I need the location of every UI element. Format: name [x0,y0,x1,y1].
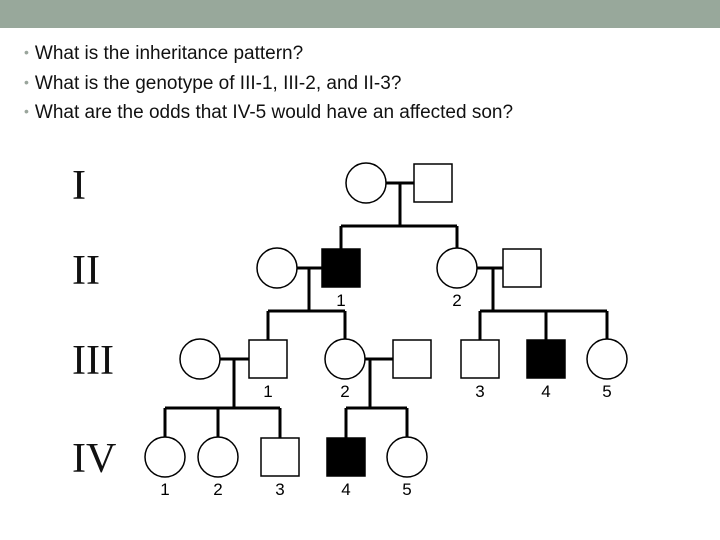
individual-number-label: 4 [341,480,351,499]
unaffected-female-symbol [257,248,297,288]
affected-male-symbol [322,249,360,287]
unaffected-female-symbol [387,437,427,477]
unaffected-male-symbol [261,438,299,476]
generation-label-IV: IV [72,436,117,482]
individual-number-label: 1 [263,382,273,401]
generation-label-III: III [72,338,114,384]
affected-male-symbol [527,340,565,378]
unaffected-female-symbol [346,163,386,203]
affected-male-symbol [327,438,365,476]
individual-number-label: 1 [336,291,346,310]
generation-label-II: II [72,248,100,294]
unaffected-male-symbol [503,249,541,287]
individual-number-label: 2 [452,291,462,310]
question-text: What is the inheritance pattern? [34,43,304,64]
unaffected-female-symbol [437,248,477,288]
generation-label-I: I [72,163,86,209]
unaffected-male-symbol [393,340,431,378]
individual-number-label: 5 [402,480,412,499]
question-text: What is the genotype of III-1, III-2, and II-3? [34,72,402,94]
question-text: What are the odds that IV-5 would have an affected son? [34,102,514,123]
unaffected-male-symbol [249,340,287,378]
individual-number-label: 4 [541,382,551,401]
individual-number-label: 3 [475,382,485,401]
unaffected-female-symbol [587,339,627,379]
unaffected-male-symbol [414,164,452,202]
individual-number-label: 5 [602,382,612,401]
individual-number-label: 3 [275,480,285,499]
bullet-icon: • [24,73,29,90]
unaffected-female-symbol [145,437,185,477]
unaffected-female-symbol [180,339,220,379]
unaffected-female-symbol [325,339,365,379]
unaffected-female-symbol [198,437,238,477]
individual-number-label: 2 [340,382,350,401]
individual-number-label: 1 [160,480,170,499]
unaffected-male-symbol [461,340,499,378]
individual-number-label: 2 [213,480,223,499]
bullet-icon: • [24,44,29,60]
bullet-icon: • [24,103,29,119]
